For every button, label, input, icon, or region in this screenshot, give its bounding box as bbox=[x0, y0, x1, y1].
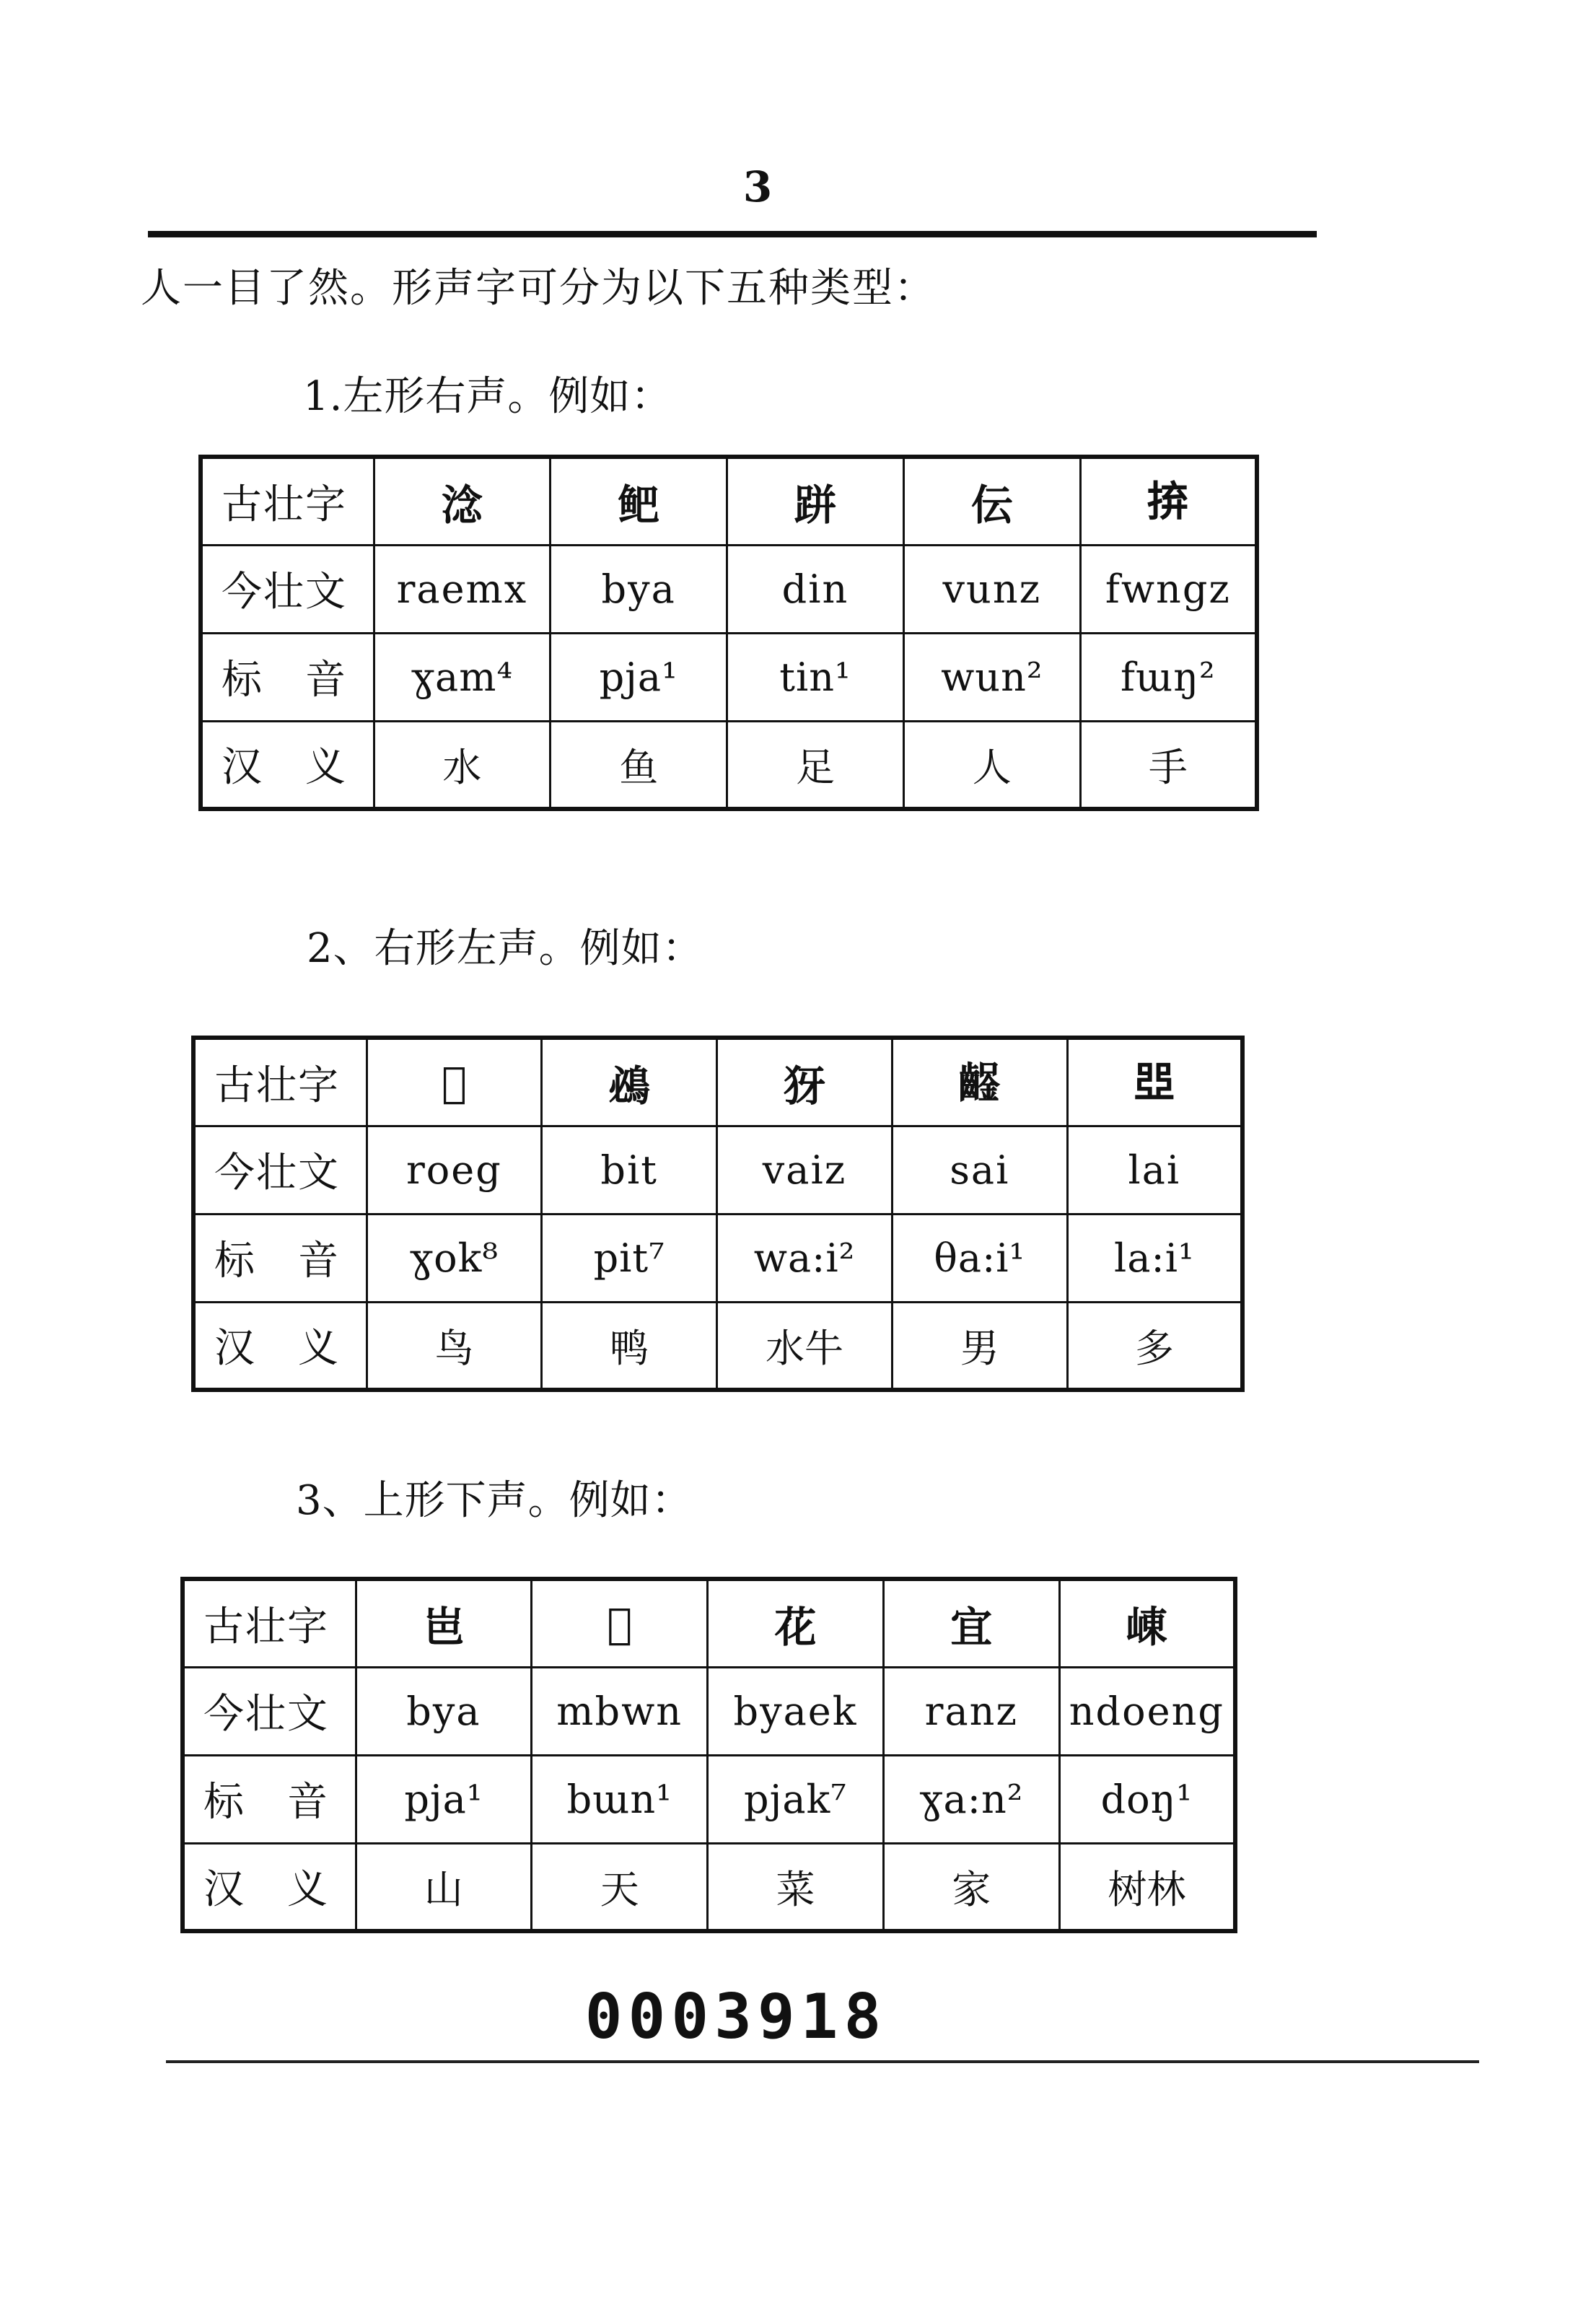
row-label: 古壮字 bbox=[201, 457, 374, 545]
modern-zhuang-word: vaiz bbox=[717, 1126, 893, 1214]
row-label: 汉 义 bbox=[201, 721, 374, 809]
modern-zhuang-word: byaek bbox=[708, 1667, 884, 1755]
chinese-meaning: 天 bbox=[532, 1843, 708, 1931]
modern-zhuang-word: raemx bbox=[374, 545, 551, 633]
phonetic-transcription: pit⁷ bbox=[542, 1214, 717, 1302]
section-2-heading: 2、右形左声。例如： bbox=[307, 925, 703, 972]
phonetic-transcription: pjak⁷ bbox=[708, 1755, 884, 1843]
ancient-zhuang-char: 岜 bbox=[356, 1579, 532, 1667]
phonetic-transcription: ɣok⁸ bbox=[367, 1214, 542, 1302]
chinese-meaning: 鱼 bbox=[551, 721, 727, 809]
ancient-zhuang-char: 跰 bbox=[727, 457, 904, 545]
modern-zhuang-word: din bbox=[727, 545, 904, 633]
phonetic-transcription: bɯn¹ bbox=[532, 1755, 708, 1843]
ancient-zhuang-char: 𫛢 bbox=[367, 1038, 542, 1126]
modern-zhuang-word: fwngz bbox=[1080, 545, 1257, 633]
chinese-meaning: 手 bbox=[1080, 721, 1257, 809]
modern-zhuang-word: ndoeng bbox=[1059, 1667, 1235, 1755]
ancient-zhuang-char: 𠁁 bbox=[1067, 1038, 1242, 1126]
row-label: 古壮字 bbox=[193, 1038, 367, 1126]
ancient-zhuang-char: 宜 bbox=[883, 1579, 1059, 1667]
page-number: 3 bbox=[742, 162, 773, 211]
chinese-meaning: 多 bbox=[1067, 1302, 1242, 1390]
row-label: 标 音 bbox=[193, 1214, 367, 1302]
table-row bbox=[201, 721, 1257, 809]
footer-rule bbox=[166, 2060, 1479, 2063]
row-label: 标 音 bbox=[183, 1755, 356, 1843]
intro-text: 人一目了然。形声字可分为以下五种类型： bbox=[141, 265, 936, 312]
row-label: 汉 义 bbox=[193, 1302, 367, 1390]
phonetic-transcription: tin¹ bbox=[727, 633, 904, 721]
table-row bbox=[193, 1126, 1242, 1214]
table-right-form-left-sound bbox=[191, 1036, 1245, 1392]
row-label: 今壮文 bbox=[193, 1126, 367, 1214]
phonetic-transcription: pja¹ bbox=[356, 1755, 532, 1843]
ancient-zhuang-char: 犽 bbox=[717, 1038, 893, 1126]
phonetic-transcription: fɯŋ² bbox=[1080, 633, 1257, 721]
modern-zhuang-word: vunz bbox=[903, 545, 1080, 633]
modern-zhuang-word: roeg bbox=[367, 1126, 542, 1214]
phonetic-transcription: doŋ¹ bbox=[1059, 1755, 1235, 1843]
table-row bbox=[201, 633, 1257, 721]
ancient-zhuang-char: 𨰒 bbox=[892, 1038, 1067, 1126]
ancient-zhuang-char: 花 bbox=[708, 1579, 884, 1667]
chinese-meaning: 菜 bbox=[708, 1843, 884, 1931]
section-3-heading: 3、上形下声。例如： bbox=[296, 1477, 693, 1524]
modern-zhuang-word: sai bbox=[892, 1126, 1067, 1214]
chinese-meaning: 人 bbox=[903, 721, 1080, 809]
header-rule bbox=[148, 231, 1317, 237]
ancient-zhuang-char: 𥘺 bbox=[532, 1579, 708, 1667]
table-row bbox=[193, 1214, 1242, 1302]
phonetic-transcription: la:i¹ bbox=[1067, 1214, 1242, 1302]
phonetic-transcription: ɣa:n² bbox=[883, 1755, 1059, 1843]
phonetic-transcription: wa:i² bbox=[717, 1214, 893, 1302]
modern-zhuang-word: mbwn bbox=[532, 1667, 708, 1755]
chinese-meaning: 山 bbox=[356, 1843, 532, 1931]
row-label: 今壮文 bbox=[183, 1667, 356, 1755]
table-row bbox=[183, 1667, 1235, 1755]
ancient-zhuang-char: 鴓 bbox=[542, 1038, 717, 1126]
chinese-meaning: 树林 bbox=[1059, 1843, 1235, 1931]
section-1-heading: 1.左形右声。例如： bbox=[303, 373, 672, 420]
modern-zhuang-word: ranz bbox=[883, 1667, 1059, 1755]
table-row bbox=[193, 1038, 1242, 1126]
phonetic-transcription: pja¹ bbox=[551, 633, 727, 721]
ancient-zhuang-char: 𢬵 bbox=[1080, 457, 1257, 545]
modern-zhuang-word: bya bbox=[551, 545, 727, 633]
phonetic-transcription: θa:i¹ bbox=[892, 1214, 1067, 1302]
modern-zhuang-word: bya bbox=[356, 1667, 532, 1755]
table-row bbox=[201, 545, 1257, 633]
ancient-zhuang-char: 崠 bbox=[1059, 1579, 1235, 1667]
ancient-zhuang-char: 鲃 bbox=[551, 457, 727, 545]
phonetic-transcription: ɣam⁴ bbox=[374, 633, 551, 721]
row-label: 标 音 bbox=[201, 633, 374, 721]
chinese-meaning: 男 bbox=[892, 1302, 1067, 1390]
ancient-zhuang-char: 伝 bbox=[903, 457, 1080, 545]
row-label: 汉 义 bbox=[183, 1843, 356, 1931]
table-left-form-right-sound bbox=[198, 455, 1259, 811]
phonetic-transcription: wun² bbox=[903, 633, 1080, 721]
chinese-meaning: 家 bbox=[883, 1843, 1059, 1931]
table-row bbox=[183, 1755, 1235, 1843]
chinese-meaning: 水 bbox=[374, 721, 551, 809]
table-row bbox=[183, 1579, 1235, 1667]
chinese-meaning: 鸭 bbox=[542, 1302, 717, 1390]
chinese-meaning: 鸟 bbox=[367, 1302, 542, 1390]
chinese-meaning: 足 bbox=[727, 721, 904, 809]
modern-zhuang-word: lai bbox=[1067, 1126, 1242, 1214]
modern-zhuang-word: bit bbox=[542, 1126, 717, 1214]
ancient-zhuang-char: 淰 bbox=[374, 457, 551, 545]
serial-number: 0003918 bbox=[584, 1981, 887, 2053]
chinese-meaning: 水牛 bbox=[717, 1302, 893, 1390]
table-row bbox=[183, 1843, 1235, 1931]
table-top-form-bottom-sound bbox=[180, 1577, 1237, 1933]
table-row bbox=[193, 1302, 1242, 1390]
row-label: 古壮字 bbox=[183, 1579, 356, 1667]
row-label: 今壮文 bbox=[201, 545, 374, 633]
table-row bbox=[201, 457, 1257, 545]
